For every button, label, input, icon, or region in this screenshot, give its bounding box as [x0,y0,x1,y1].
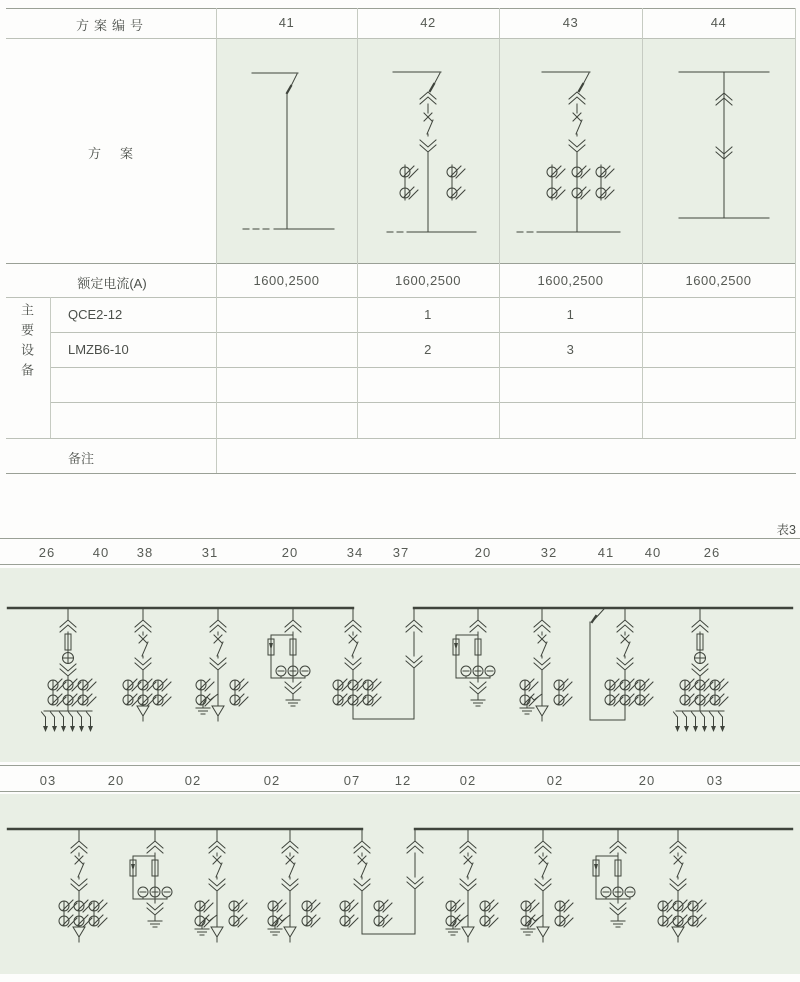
table-line [50,402,796,403]
scheme-no-43: 43 [562,15,579,30]
equipment-name: LMZB6-10 [68,342,129,357]
table-border-top [6,8,796,9]
scheme-label: 20 [107,773,125,788]
table-border-right [795,8,796,438]
table-line [499,8,500,438]
table-line [50,367,796,368]
table-line [6,438,796,439]
rule [0,765,800,766]
rated-current-label: 额定电流(A) [77,276,147,291]
table-line [50,297,51,438]
table-line [357,8,358,438]
scheme-label: 20 [638,773,656,788]
table-line [6,263,796,264]
header-scheme-no-label: 方案编号 [75,18,148,33]
rated-current-value: 1600,2500 [395,273,461,288]
scheme-label: 02 [184,773,202,788]
rated-current-value: 1600,2500 [253,273,320,288]
equipment-count: 3 [566,342,575,357]
scheme-label: 40 [92,545,110,560]
rated-current-value: 1600,2500 [685,273,752,288]
table-line [6,38,796,39]
equipment-name: QCE2-12 [68,307,123,322]
band2-scheme-numbers [0,773,800,789]
table-border-bottom [6,473,796,474]
scheme-label: 20 [474,545,492,560]
scheme-label: 26 [703,545,721,560]
scheme-row-green [217,39,795,263]
table-line [50,332,796,333]
rule [0,564,800,565]
scheme-no-42: 42 [420,15,436,30]
rated-current-value: 1600,2500 [537,273,604,288]
rule [0,791,800,792]
remark-label: 备注 [68,451,95,466]
band1-green [0,568,800,762]
band1-scheme-numbers [0,545,800,561]
scheme-label: 03 [39,773,57,788]
scheme-label: 03 [706,773,724,788]
rule [0,538,800,539]
table-line [642,8,643,438]
scheme-label: 12 [394,773,412,788]
scheme-label: 20 [281,545,299,560]
table-line [216,8,217,473]
scheme-label: 32 [540,545,558,560]
equipment-count: 1 [424,307,432,322]
scheme-row-label: 方 案 [87,146,136,161]
scheme-label: 02 [546,773,564,788]
equipment-group-label: 主要设备 [19,303,34,383]
table-line [6,297,796,298]
scheme-label: 02 [263,773,281,788]
equipment-count: 2 [424,342,432,357]
table3-caption: 表3 [776,523,796,537]
scheme-label: 38 [136,545,154,560]
scheme-label: 37 [392,545,410,560]
scheme-label: 31 [201,545,219,560]
scheme-label: 26 [38,545,56,560]
scheme-no-41: 41 [278,15,295,30]
scheme-label: 40 [644,545,662,560]
scheme-label: 07 [343,773,361,788]
scheme-no-44: 44 [710,15,727,30]
scheme-label: 41 [597,545,615,560]
scheme-label: 34 [346,545,364,560]
band2-green [0,794,800,974]
scheme-label: 02 [459,773,477,788]
equipment-count: 1 [566,307,575,322]
